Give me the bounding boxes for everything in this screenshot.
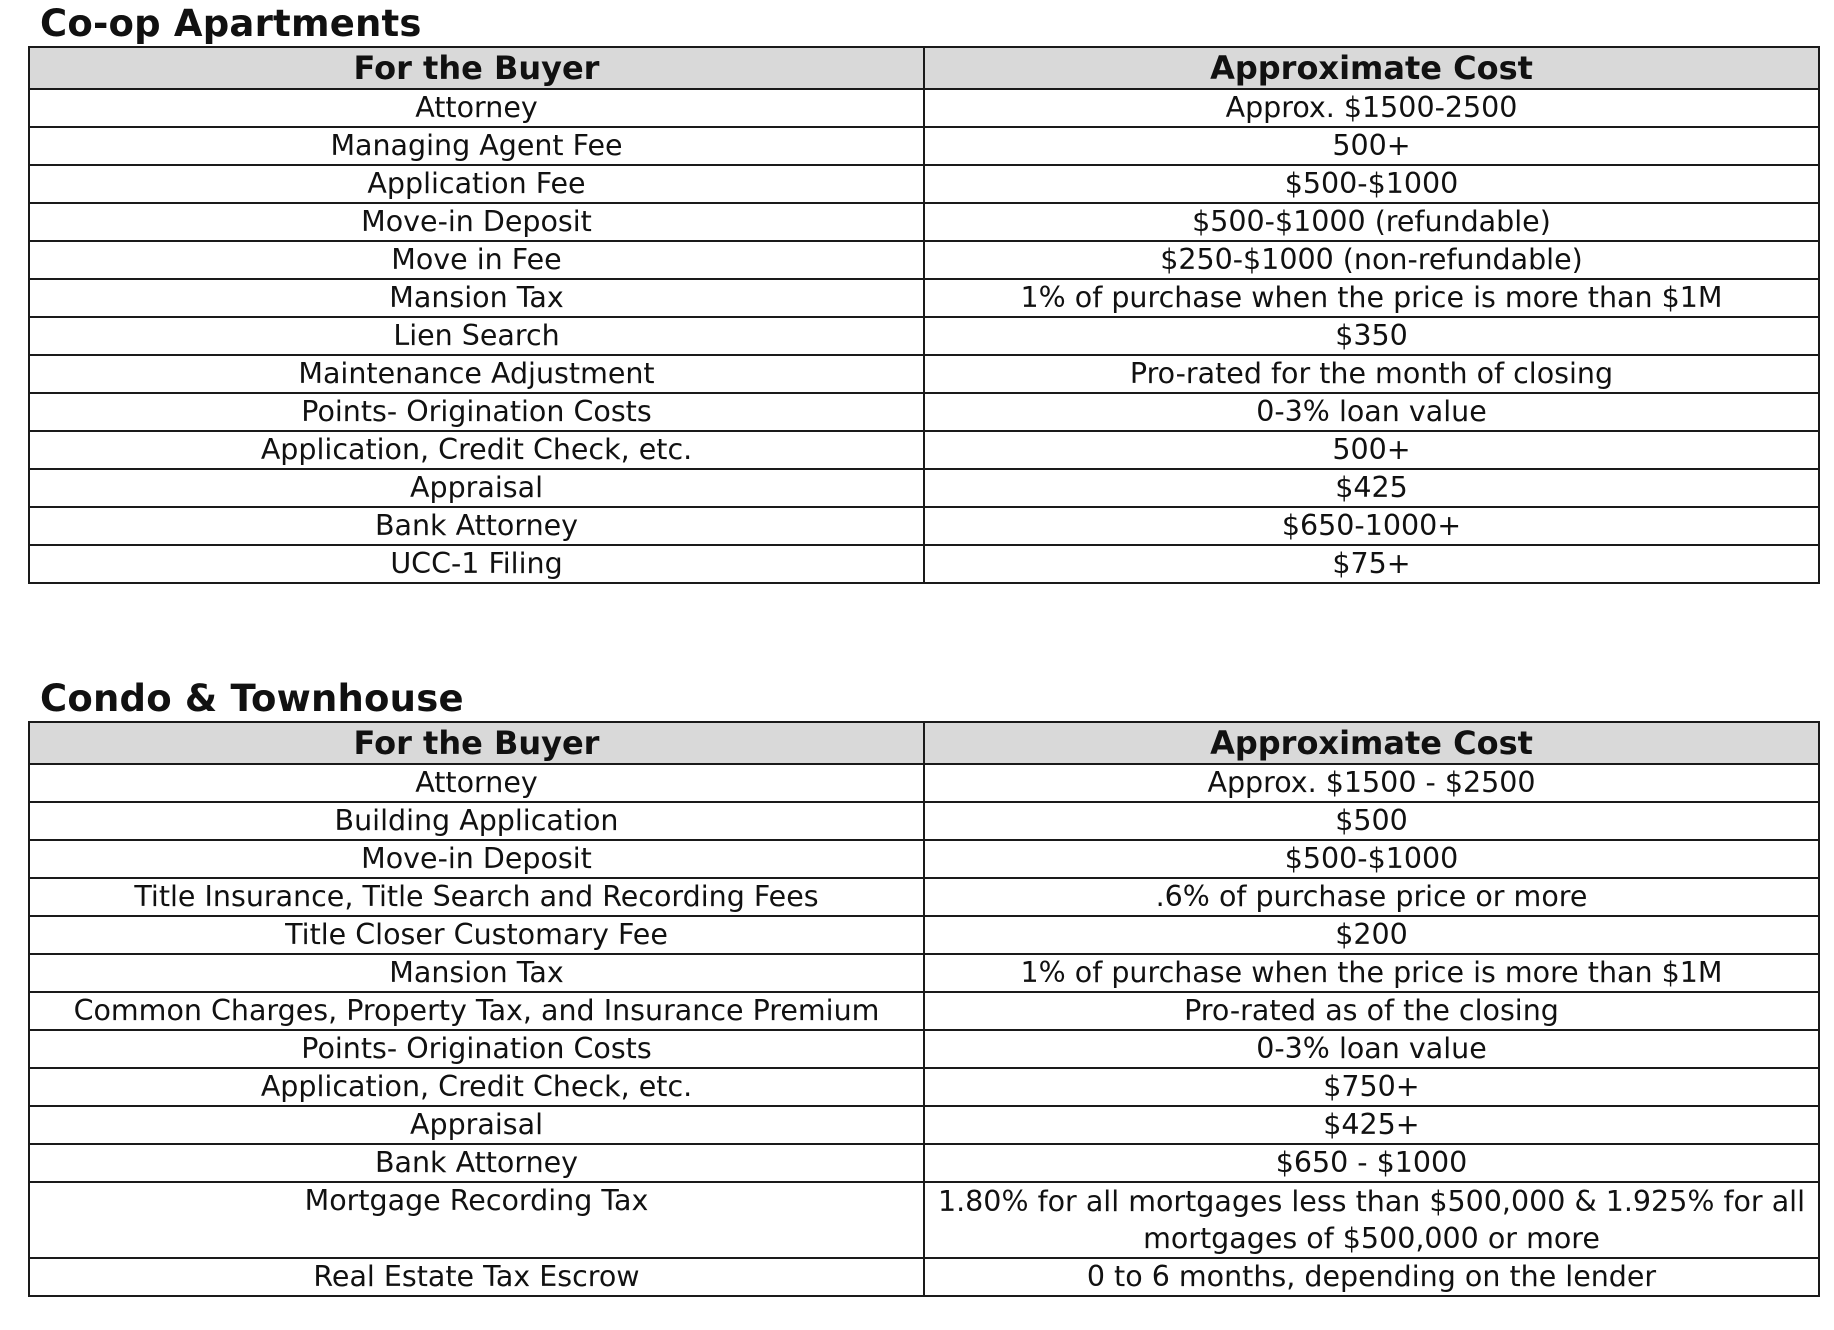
row-label: Points- Origination Costs [29, 393, 924, 431]
row-cost: $425+ [924, 1106, 1819, 1144]
table-row [29, 355, 1819, 393]
table-row [29, 1106, 1819, 1144]
row-label: Maintenance Adjustment [29, 355, 924, 393]
coop-cost-table [28, 46, 1820, 584]
condo-section [28, 675, 1818, 1297]
row-cost: Pro-rated for the month of closing [924, 355, 1819, 393]
table-row [29, 1030, 1819, 1068]
table-row [29, 1182, 1819, 1258]
table-header-row [29, 722, 1819, 764]
table-row [29, 992, 1819, 1030]
table-row [29, 1068, 1819, 1106]
table-row [29, 802, 1819, 840]
table-row [29, 878, 1819, 916]
row-cost: $500-$1000 [924, 165, 1819, 203]
table-row [29, 203, 1819, 241]
coop-section [28, 0, 1818, 584]
row-cost: 1.80% for all mortgages less than $500,000 & 1.925% for all mortgages of $500,000 or more [924, 1182, 1819, 1258]
row-cost: $425 [924, 469, 1819, 507]
table-row [29, 165, 1819, 203]
row-cost: $500 [924, 802, 1819, 840]
row-cost: Approx. $1500 - $2500 [924, 764, 1819, 802]
table-row [29, 1258, 1819, 1296]
row-label: Mansion Tax [29, 279, 924, 317]
table-row [29, 469, 1819, 507]
row-cost: $350 [924, 317, 1819, 355]
row-label: Lien Search [29, 317, 924, 355]
row-cost: $650-1000+ [924, 507, 1819, 545]
table-row [29, 317, 1819, 355]
row-label: Managing Agent Fee [29, 127, 924, 165]
row-label: Real Estate Tax Escrow [29, 1258, 924, 1296]
table-row [29, 279, 1819, 317]
row-cost: $650 - $1000 [924, 1144, 1819, 1182]
row-label: Attorney [29, 89, 924, 127]
table-row [29, 840, 1819, 878]
row-label: Common Charges, Property Tax, and Insurance Premium [29, 992, 924, 1030]
row-label: Move-in Deposit [29, 203, 924, 241]
section-title: Co-op Apartments [40, 2, 422, 45]
row-label: Move in Fee [29, 241, 924, 279]
table-header-row [29, 47, 1819, 89]
row-label: Points- Origination Costs [29, 1030, 924, 1068]
row-label: Attorney [29, 764, 924, 802]
row-label: Building Application [29, 802, 924, 840]
table-row [29, 241, 1819, 279]
table-row [29, 916, 1819, 954]
row-label: Mansion Tax [29, 954, 924, 992]
row-cost: $250-$1000 (non-refundable) [924, 241, 1819, 279]
column-header-cost: Approximate Cost [924, 47, 1819, 89]
row-label: UCC-1 Filing [29, 545, 924, 583]
row-cost: 0 to 6 months, depending on the lender [924, 1258, 1819, 1296]
row-label: Title Insurance, Title Search and Recording Fees [29, 878, 924, 916]
row-cost: 1% of purchase when the price is more than $1M [924, 279, 1819, 317]
row-label: Bank Attorney [29, 1144, 924, 1182]
row-label: Appraisal [29, 1106, 924, 1144]
condo-cost-table [28, 721, 1820, 1297]
row-label: Application, Credit Check, etc. [29, 1068, 924, 1106]
row-label: Title Closer Customary Fee [29, 916, 924, 954]
row-cost: $200 [924, 916, 1819, 954]
row-label: Mortgage Recording Tax [29, 1182, 924, 1258]
column-header-buyer: For the Buyer [29, 722, 924, 764]
row-label: Application, Credit Check, etc. [29, 431, 924, 469]
table-row [29, 393, 1819, 431]
table-row [29, 507, 1819, 545]
row-cost: $750+ [924, 1068, 1819, 1106]
row-cost: $500-$1000 (refundable) [924, 203, 1819, 241]
table-row [29, 89, 1819, 127]
row-cost: $75+ [924, 545, 1819, 583]
table-row [29, 1144, 1819, 1182]
row-cost: 500+ [924, 127, 1819, 165]
table-row [29, 127, 1819, 165]
row-cost: 0-3% loan value [924, 1030, 1819, 1068]
row-label: Application Fee [29, 165, 924, 203]
row-cost: .6% of purchase price or more [924, 878, 1819, 916]
table-row [29, 954, 1819, 992]
column-header-buyer: For the Buyer [29, 47, 924, 89]
row-cost: 1% of purchase when the price is more than $1M [924, 954, 1819, 992]
row-cost: 0-3% loan value [924, 393, 1819, 431]
row-cost: 500+ [924, 431, 1819, 469]
table-row [29, 764, 1819, 802]
row-cost: Pro-rated as of the closing [924, 992, 1819, 1030]
row-cost: $500-$1000 [924, 840, 1819, 878]
row-label: Appraisal [29, 469, 924, 507]
column-header-cost: Approximate Cost [924, 722, 1819, 764]
row-cost: Approx. $1500-2500 [924, 89, 1819, 127]
row-label: Move-in Deposit [29, 840, 924, 878]
table-row [29, 545, 1819, 583]
section-title: Condo & Townhouse [40, 677, 464, 720]
table-row [29, 431, 1819, 469]
row-label: Bank Attorney [29, 507, 924, 545]
